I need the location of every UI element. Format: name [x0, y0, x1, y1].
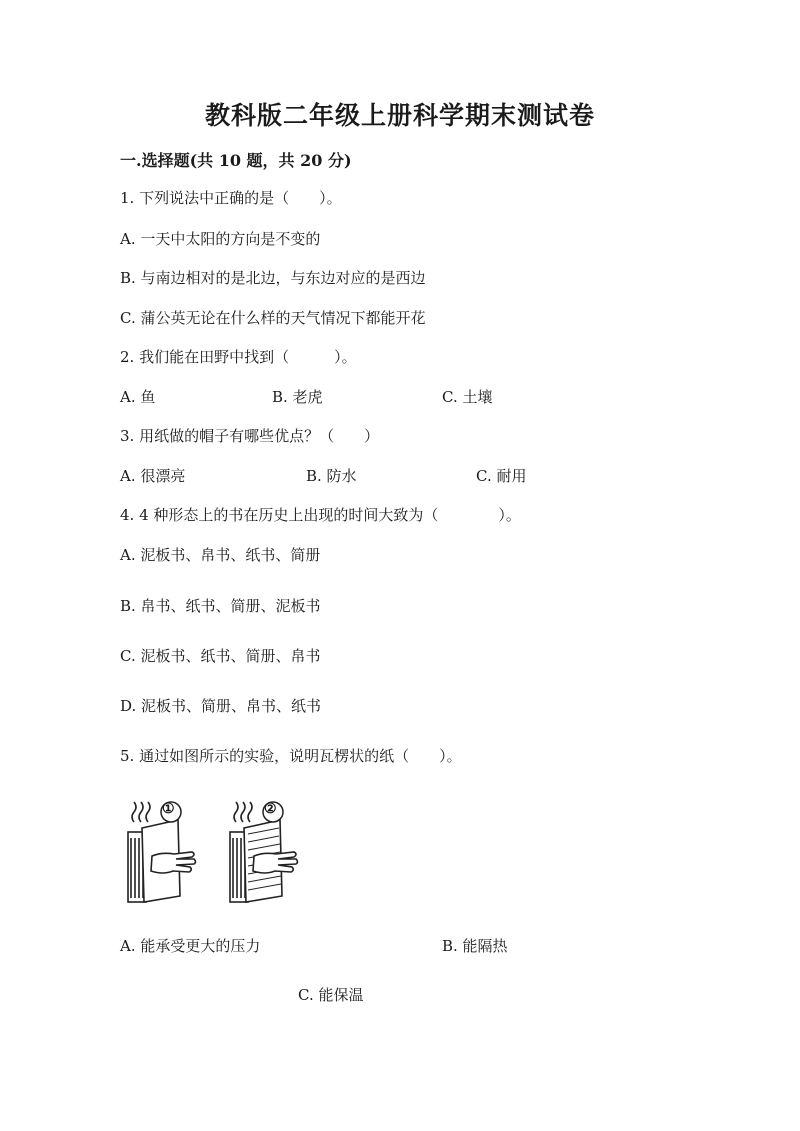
figure-label-2: ② — [264, 801, 277, 817]
question-5-option-c: C. 能保温 — [298, 986, 364, 1004]
question-1-stem: 1. 下列说法中正确的是（ ）。 — [120, 189, 342, 207]
question-3-option-c: C. 耐用 — [476, 467, 527, 485]
question-2-stem: 2. 我们能在田野中找到（ ）。 — [120, 348, 357, 366]
question-4-stem: 4. 4 种形态上的书在历史上出现的时间大致为（ ）。 — [120, 506, 521, 524]
question-2-option-c: C. 土壤 — [442, 388, 493, 406]
question-3-option-b: B. 防水 — [306, 467, 357, 485]
question-1-option-b: B. 与南边相对的是北边，与东边对应的是西边 — [120, 269, 426, 287]
question-2-option-b: B. 老虎 — [272, 388, 323, 406]
question-2-option-a: A. 鱼 — [120, 388, 156, 406]
question-5-option-b: B. 能隔热 — [442, 937, 508, 955]
page-title: 教科版二年级上册科学期末测试卷 — [204, 101, 595, 130]
question-4-option-b: B. 帛书、纸书、简册、泥板书 — [120, 597, 321, 615]
question-4-option-d: D. 泥板书、简册、帛书、纸书 — [120, 697, 322, 715]
question-3-option-a: A. 很漂亮 — [120, 467, 186, 485]
question-4-option-c: C. 泥板书、纸书、简册、帛书 — [120, 647, 321, 665]
question-5-option-a: A. 能承受更大的压力 — [120, 937, 261, 955]
figure-label-1: ① — [162, 801, 175, 817]
question-4-option-a: A. 泥板书、帛书、纸书、简册 — [120, 546, 321, 564]
question-5-stem: 5. 通过如图所示的实验，说明瓦楞状的纸（ ）。 — [120, 747, 462, 765]
question-1-option-a: A. 一天中太阳的方向是不变的 — [120, 230, 321, 248]
question-3-stem: 3. 用纸做的帽子有哪些优点？（ ） — [120, 427, 380, 445]
question-1-option-c: C. 蒲公英无论在什么样的天气情况下都能开花 — [120, 309, 426, 327]
section-heading: 一.选择题(共 10 题，共 20 分) — [120, 151, 352, 170]
